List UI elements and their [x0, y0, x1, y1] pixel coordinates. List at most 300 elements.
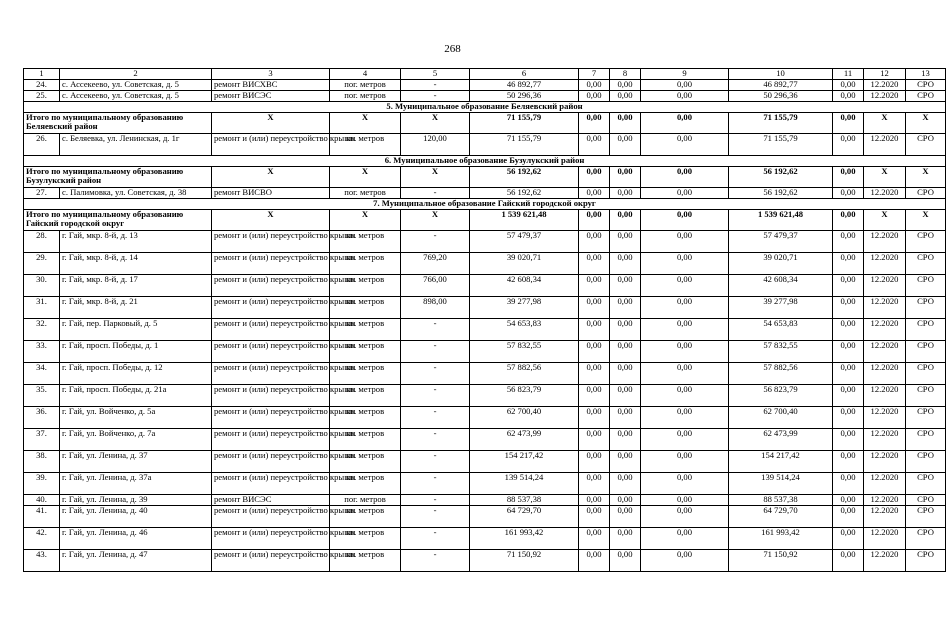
work-type: ремонт и (или) переустройство крыши — [212, 407, 330, 429]
funding-col-10: 56 823,79 — [729, 385, 833, 407]
total-cost: 39 277,98 — [470, 297, 579, 319]
funding-col-8: 0,00 — [610, 113, 641, 134]
method: СРО — [906, 451, 946, 473]
unit: кв. метров — [330, 550, 401, 572]
quantity: Х — [401, 113, 470, 134]
completion-term: 12.2020 — [864, 91, 906, 102]
total-cost: 46 892,77 — [470, 80, 579, 91]
funding-col-7: 0,00 — [579, 473, 610, 495]
row-number: 25. — [24, 91, 60, 102]
table-row — [24, 506, 946, 528]
quantity: - — [401, 407, 470, 429]
col-number: 5 — [401, 69, 470, 80]
quantity: - — [401, 341, 470, 363]
funding-col-8: 0,00 — [610, 188, 641, 199]
completion-term: 12.2020 — [864, 297, 906, 319]
table-row — [24, 473, 946, 495]
funding-col-7: 0,00 — [579, 80, 610, 91]
funding-col-10: 57 479,37 — [729, 231, 833, 253]
total-cost: 71 155,79 — [470, 113, 579, 134]
subtotal-row — [24, 167, 946, 188]
work-type: Х — [212, 210, 330, 231]
unit: Х — [330, 167, 401, 188]
section-title: 5. Муниципальное образование Беляевский район — [24, 102, 946, 113]
completion-term: Х — [864, 167, 906, 188]
address: г. Гай, просп. Победы, д. 12 — [60, 363, 212, 385]
funding-col-7: 0,00 — [579, 134, 610, 156]
funding-col-11: 0,00 — [833, 134, 864, 156]
funding-col-10: 139 514,24 — [729, 473, 833, 495]
funding-col-10: 62 700,40 — [729, 407, 833, 429]
funding-col-8: 0,00 — [610, 385, 641, 407]
funding-col-10: 57 832,55 — [729, 341, 833, 363]
funding-col-8: 0,00 — [610, 253, 641, 275]
address: г. Гай, ул. Ленина, д. 37 — [60, 451, 212, 473]
table-row — [24, 231, 946, 253]
section-header-row — [24, 156, 946, 167]
funding-col-11: 0,00 — [833, 407, 864, 429]
quantity: - — [401, 506, 470, 528]
table-row — [24, 341, 946, 363]
funding-col-11: 0,00 — [833, 319, 864, 341]
row-number: 38. — [24, 451, 60, 473]
method: СРО — [906, 275, 946, 297]
address: г. Гай, мкр. 8-й, д. 13 — [60, 231, 212, 253]
funding-col-10: 161 993,42 — [729, 528, 833, 550]
work-type: ремонт и (или) переустройство крыши — [212, 319, 330, 341]
funding-col-11: 0,00 — [833, 451, 864, 473]
funding-col-11: 0,00 — [833, 275, 864, 297]
completion-term: 12.2020 — [864, 231, 906, 253]
subtotal-label: Итого по муниципальному образованию Бузулукский район — [24, 167, 212, 188]
funding-col-8: 0,00 — [610, 134, 641, 156]
funding-col-8: 0,00 — [610, 167, 641, 188]
funding-col-9: 0,00 — [641, 407, 729, 429]
funding-col-9: 0,00 — [641, 91, 729, 102]
address: г. Гай, просп. Победы, д. 1 — [60, 341, 212, 363]
col-number: 1 — [24, 69, 60, 80]
funding-col-8: 0,00 — [610, 495, 641, 506]
row-number: 39. — [24, 473, 60, 495]
method: Х — [906, 210, 946, 231]
quantity: - — [401, 231, 470, 253]
funding-col-7: 0,00 — [579, 91, 610, 102]
completion-term: 12.2020 — [864, 363, 906, 385]
funding-col-9: 0,00 — [641, 188, 729, 199]
funding-col-7: 0,00 — [579, 528, 610, 550]
total-cost: 54 653,83 — [470, 319, 579, 341]
funding-col-11: 0,00 — [833, 210, 864, 231]
funding-col-11: 0,00 — [833, 167, 864, 188]
total-cost: 56 823,79 — [470, 385, 579, 407]
quantity: Х — [401, 210, 470, 231]
page-number: 268 — [444, 43, 461, 55]
funding-col-7: 0,00 — [579, 506, 610, 528]
unit: Х — [330, 113, 401, 134]
quantity: - — [401, 495, 470, 506]
funding-col-9: 0,00 — [641, 363, 729, 385]
address: с. Палимовка, ул. Советская, д. 38 — [60, 188, 212, 199]
funding-col-8: 0,00 — [610, 210, 641, 231]
method: СРО — [906, 550, 946, 572]
funding-col-10: 1 539 621,48 — [729, 210, 833, 231]
funding-col-11: 0,00 — [833, 341, 864, 363]
total-cost: 57 882,56 — [470, 363, 579, 385]
table-row — [24, 363, 946, 385]
section-title: 6. Муниципальное образование Бузулукский район — [24, 156, 946, 167]
unit: пог. метров — [330, 91, 401, 102]
column-number-header — [24, 69, 946, 80]
row-number: 29. — [24, 253, 60, 275]
quantity: 120,00 — [401, 134, 470, 156]
funding-col-8: 0,00 — [610, 319, 641, 341]
funding-col-11: 0,00 — [833, 528, 864, 550]
method: СРО — [906, 134, 946, 156]
funding-col-9: 0,00 — [641, 167, 729, 188]
funding-col-9: 0,00 — [641, 275, 729, 297]
address: с. Ассекеево, ул. Советская, д. 5 — [60, 91, 212, 102]
quantity: 769,20 — [401, 253, 470, 275]
work-type: ремонт и (или) переустройство крыши — [212, 363, 330, 385]
funding-col-9: 0,00 — [641, 341, 729, 363]
row-number: 40. — [24, 495, 60, 506]
funding-col-8: 0,00 — [610, 429, 641, 451]
work-type: ремонт и (или) переустройство крыши — [212, 341, 330, 363]
row-number: 27. — [24, 188, 60, 199]
table-row — [24, 385, 946, 407]
quantity: Х — [401, 167, 470, 188]
funding-col-7: 0,00 — [579, 113, 610, 134]
work-type: ремонт и (или) переустройство крыши — [212, 451, 330, 473]
address: г. Гай, мкр. 8-й, д. 21 — [60, 297, 212, 319]
total-cost: 56 192,62 — [470, 167, 579, 188]
funding-col-10: 88 537,38 — [729, 495, 833, 506]
funding-col-10: 57 882,56 — [729, 363, 833, 385]
completion-term: 12.2020 — [864, 495, 906, 506]
funding-col-8: 0,00 — [610, 91, 641, 102]
table-row — [24, 134, 946, 156]
work-type: Х — [212, 113, 330, 134]
unit: кв. метров — [330, 363, 401, 385]
col-number: 3 — [212, 69, 330, 80]
quantity: - — [401, 528, 470, 550]
method: СРО — [906, 188, 946, 199]
completion-term: 12.2020 — [864, 188, 906, 199]
table-row — [24, 528, 946, 550]
funding-col-7: 0,00 — [579, 253, 610, 275]
funding-col-11: 0,00 — [833, 231, 864, 253]
funding-col-10: 71 155,79 — [729, 134, 833, 156]
funding-col-7: 0,00 — [579, 297, 610, 319]
funding-col-7: 0,00 — [579, 407, 610, 429]
address: г. Гай, мкр. 8-й, д. 14 — [60, 253, 212, 275]
method: СРО — [906, 407, 946, 429]
work-type: ремонт и (или) переустройство крыши — [212, 429, 330, 451]
row-number: 34. — [24, 363, 60, 385]
funding-col-10: 54 653,83 — [729, 319, 833, 341]
funding-col-8: 0,00 — [610, 451, 641, 473]
col-number: 8 — [610, 69, 641, 80]
funding-col-9: 0,00 — [641, 319, 729, 341]
col-number: 4 — [330, 69, 401, 80]
funding-col-9: 0,00 — [641, 550, 729, 572]
funding-col-9: 0,00 — [641, 253, 729, 275]
subtotal-row — [24, 210, 946, 231]
funding-col-10: 42 608,34 — [729, 275, 833, 297]
quantity: - — [401, 550, 470, 572]
row-number: 42. — [24, 528, 60, 550]
funding-col-8: 0,00 — [610, 550, 641, 572]
funding-col-8: 0,00 — [610, 407, 641, 429]
funding-col-7: 0,00 — [579, 319, 610, 341]
unit: кв. метров — [330, 275, 401, 297]
method: СРО — [906, 80, 946, 91]
unit: кв. метров — [330, 231, 401, 253]
quantity: - — [401, 451, 470, 473]
funding-col-9: 0,00 — [641, 506, 729, 528]
col-number: 2 — [60, 69, 212, 80]
row-number: 37. — [24, 429, 60, 451]
funding-col-7: 0,00 — [579, 231, 610, 253]
section-header-row — [24, 199, 946, 210]
funding-col-9: 0,00 — [641, 297, 729, 319]
row-number: 24. — [24, 80, 60, 91]
total-cost: 62 473,99 — [470, 429, 579, 451]
col-number: 12 — [864, 69, 906, 80]
total-cost: 1 539 621,48 — [470, 210, 579, 231]
funding-col-9: 0,00 — [641, 113, 729, 134]
unit: кв. метров — [330, 341, 401, 363]
work-type: ремонт и (или) переустройство крыши — [212, 506, 330, 528]
col-number: 11 — [833, 69, 864, 80]
funding-col-7: 0,00 — [579, 167, 610, 188]
table-row — [24, 407, 946, 429]
funding-col-7: 0,00 — [579, 363, 610, 385]
funding-col-11: 0,00 — [833, 297, 864, 319]
address: г. Гай, пер. Парковый, д. 5 — [60, 319, 212, 341]
work-type: ремонт и (или) переустройство крыши — [212, 134, 330, 156]
unit: кв. метров — [330, 473, 401, 495]
table-row — [24, 429, 946, 451]
row-number: 28. — [24, 231, 60, 253]
funding-col-8: 0,00 — [610, 506, 641, 528]
address: г. Гай, мкр. 8-й, д. 17 — [60, 275, 212, 297]
method: СРО — [906, 495, 946, 506]
completion-term: 12.2020 — [864, 528, 906, 550]
total-cost: 42 608,34 — [470, 275, 579, 297]
address: г. Гай, ул. Ленина, д. 37а — [60, 473, 212, 495]
total-cost: 161 993,42 — [470, 528, 579, 550]
unit: кв. метров — [330, 319, 401, 341]
table-row — [24, 91, 946, 102]
completion-term: 12.2020 — [864, 506, 906, 528]
total-cost: 64 729,70 — [470, 506, 579, 528]
funding-col-10: 64 729,70 — [729, 506, 833, 528]
table-row — [24, 188, 946, 199]
method: СРО — [906, 528, 946, 550]
address: г. Гай, ул. Ленина, д. 39 — [60, 495, 212, 506]
unit: кв. метров — [330, 506, 401, 528]
funding-col-11: 0,00 — [833, 253, 864, 275]
work-type: ремонт и (или) переустройство крыши — [212, 297, 330, 319]
quantity: - — [401, 188, 470, 199]
method: СРО — [906, 231, 946, 253]
total-cost: 154 217,42 — [470, 451, 579, 473]
total-cost: 39 020,71 — [470, 253, 579, 275]
method: СРО — [906, 253, 946, 275]
unit: пог. метров — [330, 188, 401, 199]
unit: Х — [330, 210, 401, 231]
completion-term: 12.2020 — [864, 385, 906, 407]
method: СРО — [906, 473, 946, 495]
table-row — [24, 495, 946, 506]
funding-col-7: 0,00 — [579, 275, 610, 297]
method: СРО — [906, 429, 946, 451]
work-type: ремонт ВИСЭС — [212, 495, 330, 506]
col-number: 9 — [641, 69, 729, 80]
completion-term: 12.2020 — [864, 80, 906, 91]
work-type: ремонт ВИСВО — [212, 188, 330, 199]
col-number: 6 — [470, 69, 579, 80]
row-number: 41. — [24, 506, 60, 528]
funding-col-9: 0,00 — [641, 80, 729, 91]
funding-col-8: 0,00 — [610, 297, 641, 319]
table-row — [24, 275, 946, 297]
funding-col-7: 0,00 — [579, 188, 610, 199]
funding-col-11: 0,00 — [833, 495, 864, 506]
funding-col-11: 0,00 — [833, 429, 864, 451]
row-number: 36. — [24, 407, 60, 429]
address: г. Гай, ул. Ленина, д. 46 — [60, 528, 212, 550]
unit: кв. метров — [330, 385, 401, 407]
address: с. Ассекеево, ул. Советская, д. 5 — [60, 80, 212, 91]
funding-col-8: 0,00 — [610, 341, 641, 363]
unit: кв. метров — [330, 407, 401, 429]
funding-col-8: 0,00 — [610, 80, 641, 91]
funding-col-10: 56 192,62 — [729, 188, 833, 199]
funding-col-8: 0,00 — [610, 528, 641, 550]
method: СРО — [906, 297, 946, 319]
total-cost: 139 514,24 — [470, 473, 579, 495]
unit: пог. метров — [330, 80, 401, 91]
work-type: ремонт ВИСЭС — [212, 91, 330, 102]
funding-col-9: 0,00 — [641, 231, 729, 253]
method: СРО — [906, 341, 946, 363]
total-cost: 88 537,38 — [470, 495, 579, 506]
funding-col-9: 0,00 — [641, 429, 729, 451]
row-number: 32. — [24, 319, 60, 341]
completion-term: 12.2020 — [864, 134, 906, 156]
section-header-row — [24, 102, 946, 113]
funding-col-7: 0,00 — [579, 550, 610, 572]
funding-col-7: 0,00 — [579, 385, 610, 407]
funding-col-9: 0,00 — [641, 210, 729, 231]
work-type: ремонт и (или) переустройство крыши — [212, 473, 330, 495]
completion-term: 12.2020 — [864, 319, 906, 341]
funding-col-11: 0,00 — [833, 91, 864, 102]
address: г. Гай, просп. Победы, д. 21а — [60, 385, 212, 407]
funding-col-9: 0,00 — [641, 473, 729, 495]
completion-term: 12.2020 — [864, 451, 906, 473]
funding-col-7: 0,00 — [579, 451, 610, 473]
subtotal-label: Итого по муниципальному образованию Гайский городской округ — [24, 210, 212, 231]
funding-col-9: 0,00 — [641, 385, 729, 407]
funding-col-7: 0,00 — [579, 495, 610, 506]
funding-col-8: 0,00 — [610, 473, 641, 495]
quantity: - — [401, 429, 470, 451]
completion-term: 12.2020 — [864, 473, 906, 495]
address: г. Гай, ул. Войченко, д. 5а — [60, 407, 212, 429]
row-number: 31. — [24, 297, 60, 319]
funding-col-8: 0,00 — [610, 275, 641, 297]
table-row — [24, 80, 946, 91]
funding-col-11: 0,00 — [833, 363, 864, 385]
work-type: ремонт и (или) переустройство крыши — [212, 385, 330, 407]
method: СРО — [906, 91, 946, 102]
col-number: 13 — [906, 69, 946, 80]
total-cost: 62 700,40 — [470, 407, 579, 429]
method: СРО — [906, 363, 946, 385]
total-cost: 57 832,55 — [470, 341, 579, 363]
completion-term: 12.2020 — [864, 275, 906, 297]
total-cost: 71 155,79 — [470, 134, 579, 156]
total-cost: 56 192,62 — [470, 188, 579, 199]
funding-col-10: 46 892,77 — [729, 80, 833, 91]
funding-col-9: 0,00 — [641, 134, 729, 156]
unit: кв. метров — [330, 528, 401, 550]
row-number: 35. — [24, 385, 60, 407]
subtotal-row — [24, 113, 946, 134]
funding-col-10: 56 192,62 — [729, 167, 833, 188]
work-type: ремонт и (или) переустройство крыши — [212, 231, 330, 253]
table-row — [24, 319, 946, 341]
funding-col-7: 0,00 — [579, 429, 610, 451]
quantity: - — [401, 91, 470, 102]
method: СРО — [906, 385, 946, 407]
work-type: ремонт и (или) переустройство крыши — [212, 253, 330, 275]
completion-term: 12.2020 — [864, 429, 906, 451]
method: СРО — [906, 319, 946, 341]
quantity: 898,00 — [401, 297, 470, 319]
funding-col-10: 62 473,99 — [729, 429, 833, 451]
address: г. Гай, ул. Войченко, д. 7а — [60, 429, 212, 451]
funding-col-10: 154 217,42 — [729, 451, 833, 473]
unit: кв. метров — [330, 297, 401, 319]
completion-term: Х — [864, 210, 906, 231]
funding-col-10: 39 020,71 — [729, 253, 833, 275]
funding-col-11: 0,00 — [833, 113, 864, 134]
work-type: ремонт и (или) переустройство крыши — [212, 550, 330, 572]
completion-term: 12.2020 — [864, 341, 906, 363]
total-cost: 50 296,36 — [470, 91, 579, 102]
funding-col-8: 0,00 — [610, 363, 641, 385]
col-number: 7 — [579, 69, 610, 80]
funding-col-8: 0,00 — [610, 231, 641, 253]
work-type: ремонт и (или) переустройство крыши — [212, 528, 330, 550]
subtotal-label: Итого по муниципальному образованию Беляевский район — [24, 113, 212, 134]
funding-col-11: 0,00 — [833, 550, 864, 572]
completion-term: 12.2020 — [864, 407, 906, 429]
quantity: - — [401, 363, 470, 385]
method: Х — [906, 113, 946, 134]
funding-col-11: 0,00 — [833, 506, 864, 528]
funding-col-10: 50 296,36 — [729, 91, 833, 102]
address: г. Гай, ул. Ленина, д. 47 — [60, 550, 212, 572]
unit: пог. метров — [330, 495, 401, 506]
section-title: 7. Муниципальное образование Гайский городской округ — [24, 199, 946, 210]
method: СРО — [906, 506, 946, 528]
table-row — [24, 253, 946, 275]
